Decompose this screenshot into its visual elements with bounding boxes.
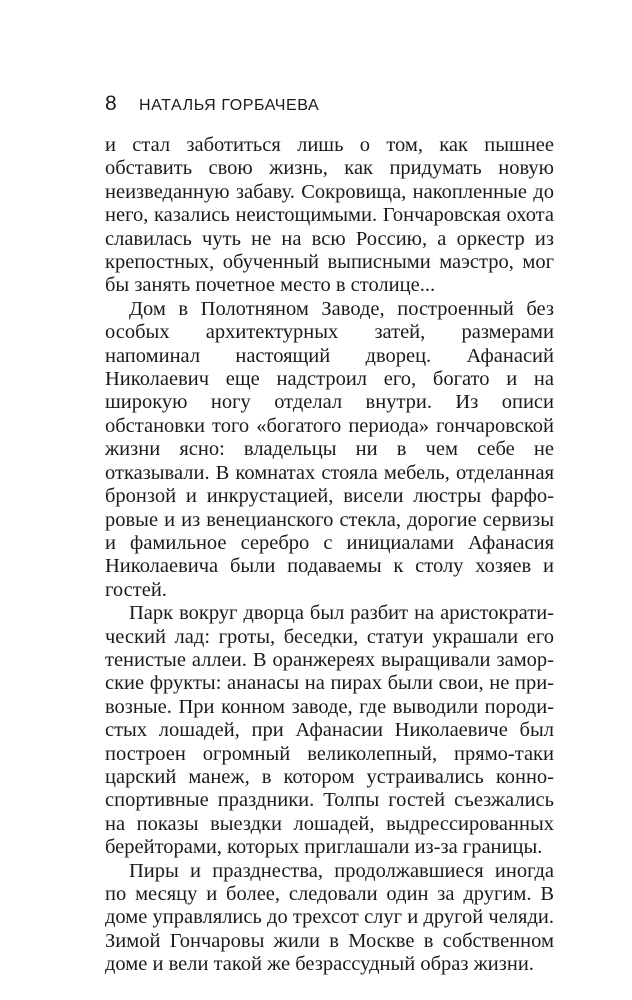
paragraph-feasts: Пиры и празднества, продолжавшиеся иногда по месяцу и более, следовали один за другим. В доме управлялись до трехсот слуг и другой челяди. Зимой Гончаровы жили в Москве в собственном доме и вели такой же безрассудный образ жизни. bbox=[105, 859, 554, 976]
running-head bbox=[105, 92, 554, 122]
book-page bbox=[105, 92, 554, 977]
running-head-author: НАТАЛЬЯ ГОРБАЧЕВА bbox=[139, 97, 320, 114]
paragraph-continuation: и стал заботиться лишь о том, как пышнее обставить свою жизнь, как придумать новую неизведанную забаву. Сокровища, накопленные до него, казались неистощимыми. Гончаровская охота славилась чуть не на всю Россию, а оркестр из крепостных, обученный выписными маэстро, мог бы занять почетное место в столице... bbox=[105, 134, 554, 297]
paragraph-park: Парк вокруг дворца был разбит на аристократический лад: гроты, беседки, статуи украшали его тенистые аллеи. В оранжереях выращивали заморские фрукты: ананасы на пирах были свои, не привозные. При конном заводе, где выводили породистых лошадей, при Афанасии Николаевиче был построен огромный великолепный, прямо-таки царский манеж, в котором устраивались конно-спортивные праздники. Толпы гостей съезжались на показы выездки лошадей, выдрессированных берейторами, которых приглашали из-за границы. bbox=[105, 602, 554, 859]
body-text bbox=[105, 134, 554, 977]
page-number: 8 bbox=[105, 92, 117, 115]
paragraph-house: Дом в Полотняном Заводе, построенный без особых архитектурных затей, размерами напоминал настоящий дворец. Афанасий Николаевич еще надстроил его, богато и на широкую ногу отделал внутри. Из описи обстановки того «богатого периода» гончаровской жизни ясно: владельцы ни в чем себе не отказывали. В комнатах стояла мебель, отделанная бронзой и инкрустацией, висели люстры фарфоровые и из венецианского стекла, дорогие сервизы и фамильное серебро с инициалами Афанасия Николаевича были подаваемы к столу хозяев и гостей. bbox=[105, 297, 554, 601]
